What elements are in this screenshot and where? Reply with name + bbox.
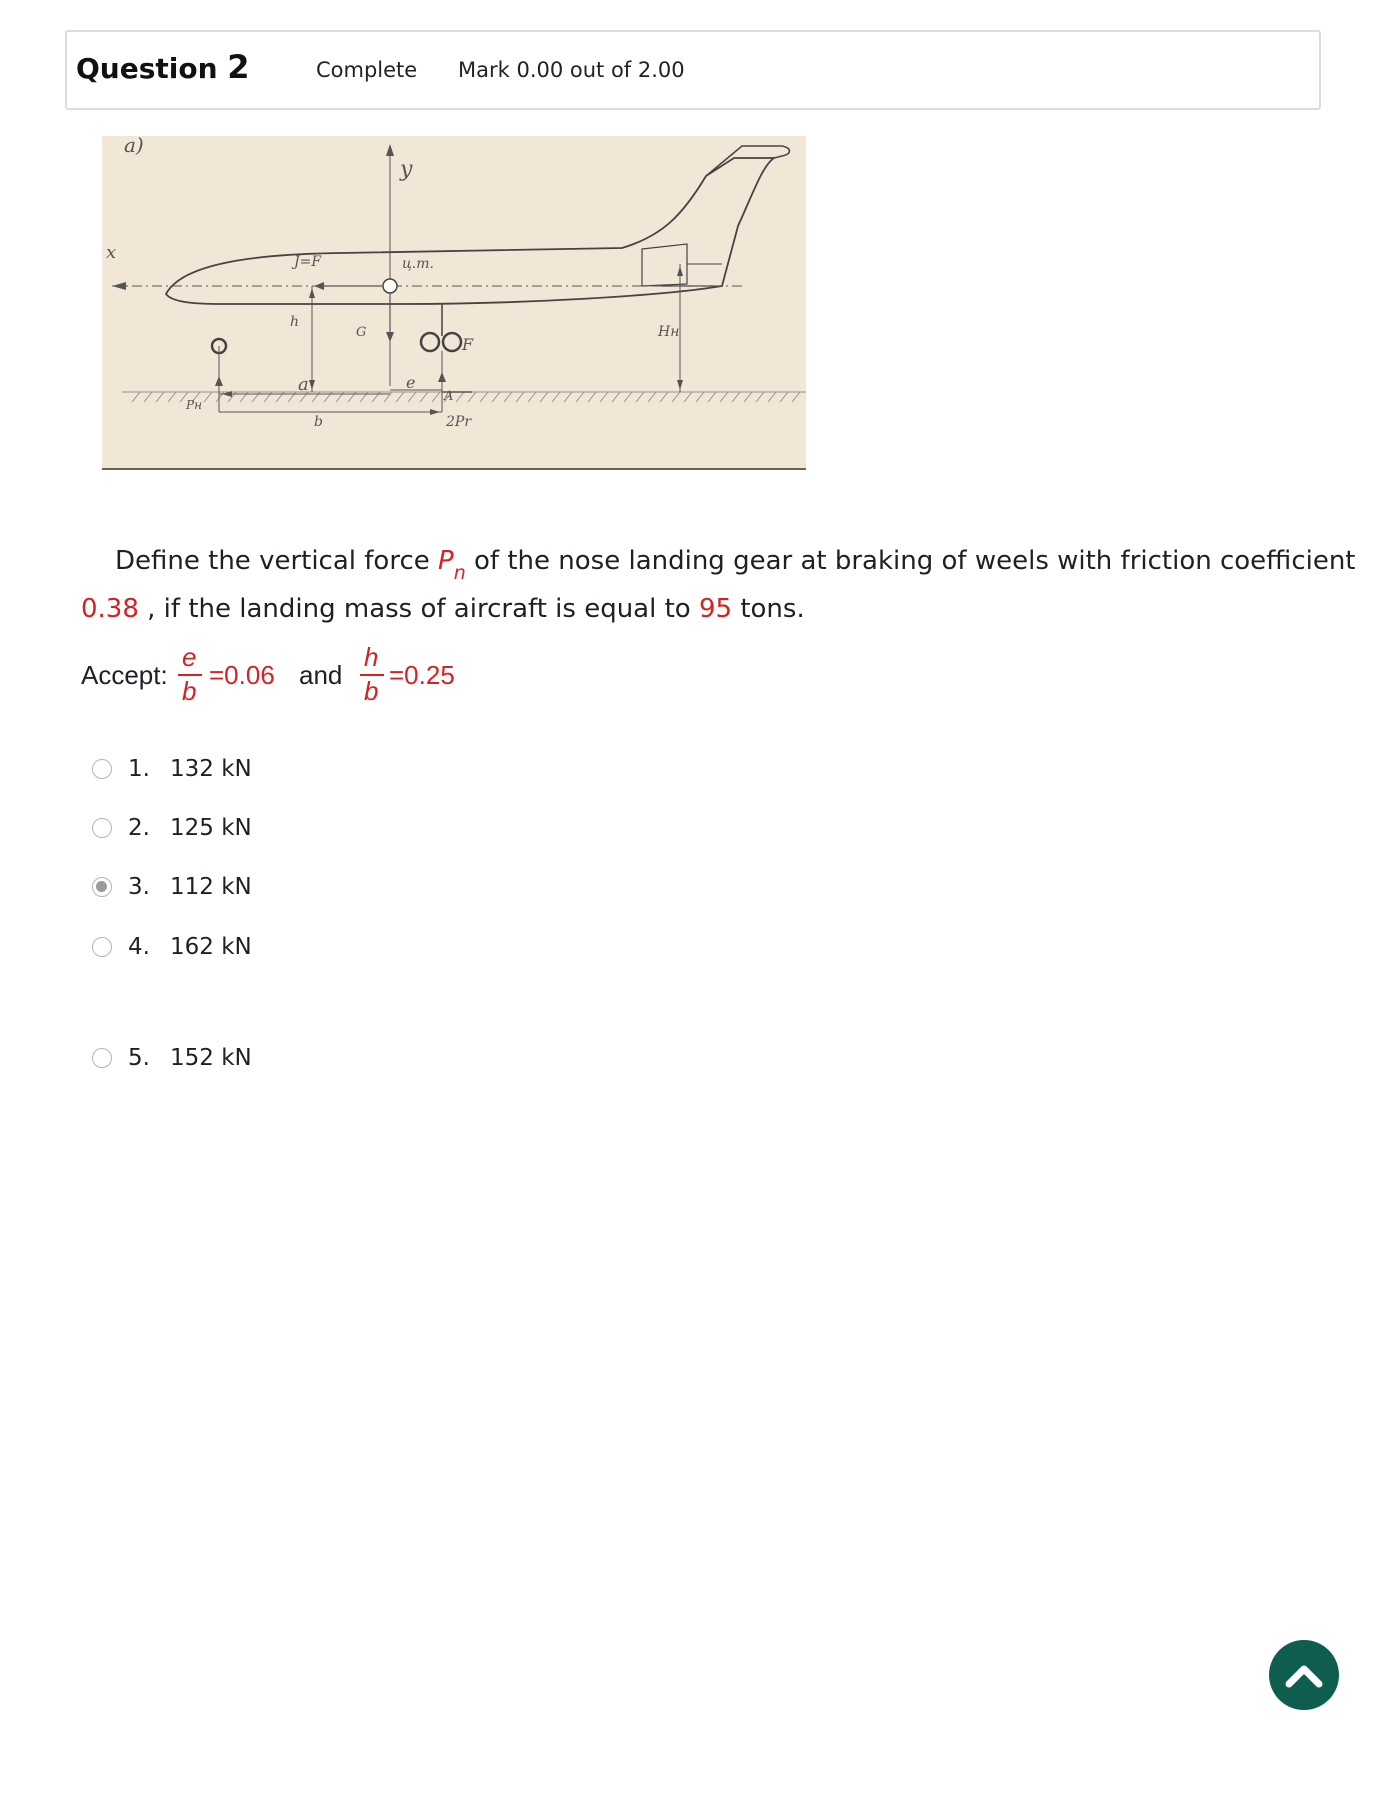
center-of-gravity-marker: [383, 279, 397, 293]
answer-1-text[interactable]: 132 kN: [170, 756, 252, 782]
question-mark: Mark 0.00 out of 2.00: [458, 58, 685, 82]
accept-label: Accept:: [81, 660, 168, 690]
answer-5-radio[interactable]: [92, 1048, 112, 1068]
a-point-label: A: [444, 389, 454, 404]
answer-2-text[interactable]: 125 kN: [170, 815, 252, 841]
aircraft-diagram: [102, 136, 806, 471]
answer-1-radio[interactable]: [92, 759, 112, 779]
accept-value-1: =0.06: [209, 660, 275, 690]
answer-1-number: 1.: [128, 756, 150, 782]
f-label: F: [462, 335, 474, 354]
fraction-1-numerator: e: [182, 642, 197, 672]
question-number-value: 2: [227, 48, 250, 86]
pn-label: Pн: [186, 398, 202, 412]
b-label: b: [314, 414, 323, 430]
accept-value-2: =0.25: [389, 660, 455, 690]
cg-label: ц.т.: [402, 256, 434, 272]
answer-2-number: 2.: [128, 815, 150, 841]
fraction-2-numerator: h: [364, 642, 379, 672]
question-text-line-2: 0.38 , if the landing mass of aircraft is equal to 95 tons.: [81, 594, 805, 624]
question-number: [76, 48, 250, 86]
question-text-line-1: Define the vertical force $P_n$ of the nose landing gear at braking of weels with friction coefficient: [115, 546, 1356, 584]
answer-4-text[interactable]: 162 kN: [170, 934, 252, 960]
e-label: e: [406, 373, 416, 392]
question-info-box: [65, 30, 1321, 110]
fraction-1-denominator: b: [182, 676, 197, 706]
panel-label: a): [124, 136, 144, 157]
question-label: Question: [76, 52, 218, 85]
fraction-2-denominator: b: [364, 676, 379, 706]
aircraft-diagram-svg: [102, 136, 806, 471]
axis-x-label: x: [106, 242, 117, 263]
answer-3-radio[interactable]: [92, 877, 112, 897]
hn-label: Hн: [658, 324, 680, 340]
axis-y-label: y: [400, 157, 413, 182]
a-label: a: [298, 374, 309, 395]
pr-label: 2Pr: [446, 414, 472, 430]
accept-and: and: [299, 660, 343, 690]
answer-2-radio[interactable]: [92, 818, 112, 838]
answer-4-number: 4.: [128, 934, 150, 960]
answer-3-text[interactable]: 112 kN: [170, 874, 252, 900]
g-label: G: [356, 325, 367, 340]
answer-3-number: 3.: [128, 874, 150, 900]
question-state: Complete: [316, 58, 418, 82]
answer-5-text[interactable]: 152 kN: [170, 1045, 252, 1071]
inertia-label: J=F: [294, 254, 322, 270]
question-text: [81, 538, 1356, 632]
h-label: h: [290, 314, 300, 330]
answer-5-number: 5.: [128, 1045, 150, 1071]
chevron-up-icon: [1284, 1661, 1324, 1689]
answer-4-radio[interactable]: [92, 937, 112, 957]
back-to-top-button[interactable]: [1269, 1640, 1339, 1710]
